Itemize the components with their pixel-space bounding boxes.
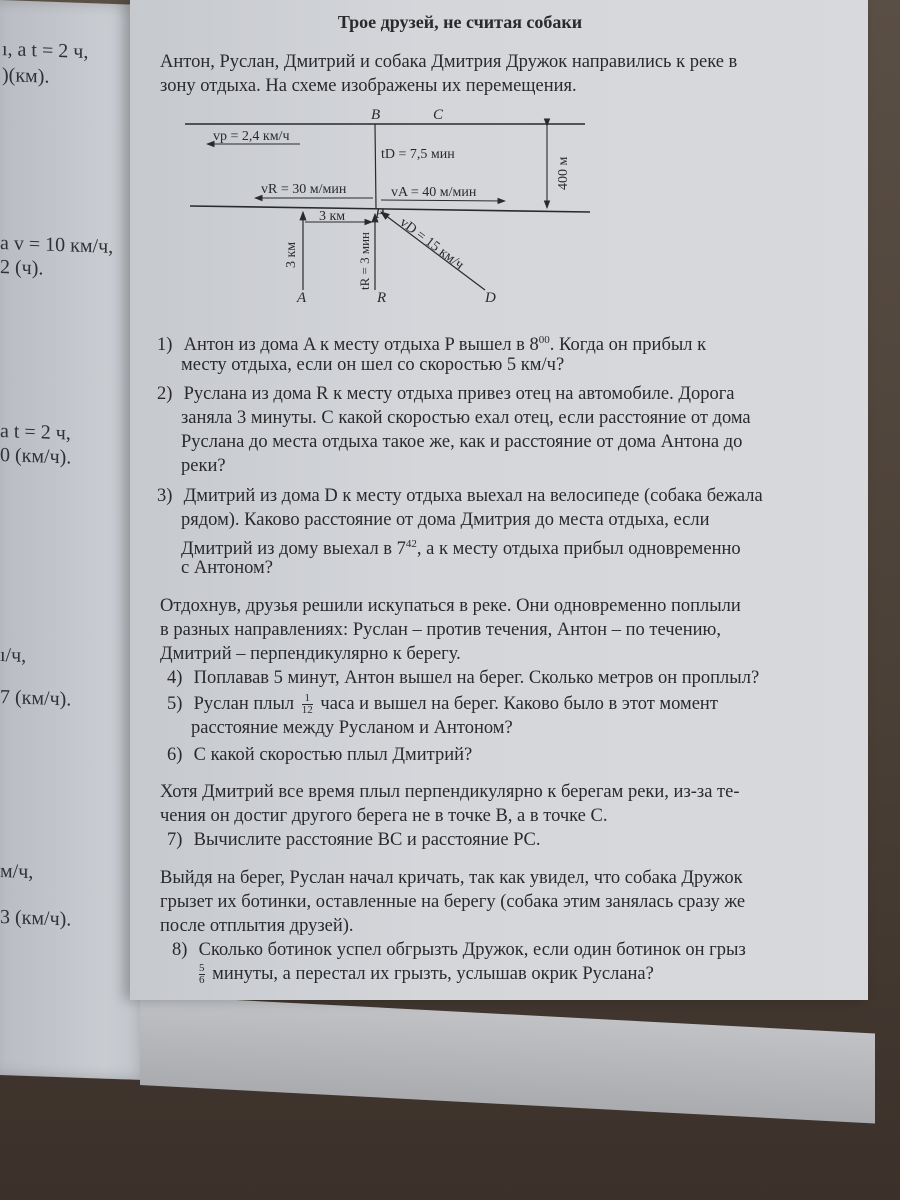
question-2 [157,382,735,407]
question-text: Сколько ботинок успел обгрызть Дружок, если один ботинок он грыз [198,940,746,960]
question-3 [157,484,763,509]
river-speed-label: vр = 2,4 км/ч [213,129,290,144]
question-text [196,962,654,987]
ruslan-time-label: tR = 3 мин [357,231,372,290]
paragraph-line: грызет их ботинки, оставленные на берегу (собака этим занялась сразу же [160,892,746,912]
question-number: 7) [167,830,183,850]
point-r-label: R [377,290,387,306]
ruslan-speed-label: vR = 30 м/мин [261,182,347,197]
left-line: ı/ч, [0,644,27,667]
question-text: реки? [181,456,226,476]
question-5 [167,692,718,717]
horizontal-3km-label: 3 км [319,209,346,224]
vertical-3km-label: 3 км [284,241,299,268]
time-superscript: 00 [538,334,550,346]
fraction [199,963,205,986]
question-4 [167,666,759,691]
paragraph-line: чения он достиг другого берега не в точке B, а в точке C. [160,806,608,826]
question-text: С какой скоростью плыл Дмитрий? [193,745,473,765]
dmitry-speed-label: vD = 15 км/ч [396,215,467,273]
page-edge [140,995,875,1124]
bottom-bank-line [190,206,590,212]
question-7 [167,828,540,853]
question-text: , а к месту отдыха прибыл одновременно [416,539,741,560]
question-text: расстояние между Русланом и Антоном? [191,718,513,738]
question-text: Руслана из дома R к месту отдыха привез отец на автомобиле. Дорога [183,384,735,404]
question-number: 4) [167,668,183,688]
paragraph-line: после отплытия друзей). [160,916,354,936]
paragraph-line: Хотя Дмитрий все время плыл перпендикулярно к берегам реки, из-за те- [160,782,740,802]
anton-arrow [381,200,505,201]
question-text: месту отдыха, если он шел со скоростью 5 км/ч? [181,355,565,375]
point-d-label: D [485,290,496,306]
point-p-label: P [375,206,385,222]
question-number: 2) [157,384,173,404]
question-text: Поплавав 5 минут, Антон вышел на берег. Сколько метров он проплыл? [193,668,760,688]
time-superscript: 42 [405,538,417,550]
left-line: a v = 10 км/ч, [0,232,114,258]
question-text: Дмитрий из дома D к месту отдыха выехал на велосипеде (собака бежала [183,486,763,506]
question-text: Вычислите расстояние BC и расстояние PC. [193,830,541,850]
fraction [302,693,313,716]
left-line: м/ч, [0,860,34,884]
question-number: 8) [172,940,188,960]
width-label: 400 м [556,156,571,190]
paragraph-line: Выйдя на берег, Руслан начал кричать, так как увидел, что собака Дружок [160,868,743,888]
left-page [0,0,150,1080]
question-text: Руслан плыл [193,694,295,714]
fraction-denominator: 12 [301,704,313,717]
question-number: 1) [157,335,173,356]
question-number: 6) [167,745,183,765]
question-text: Дмитрий из дому выехал в 7 [181,539,406,560]
left-line: 2 (ч). [0,256,44,280]
question-text: заняла 3 минуты. С какой скоростью ехал отец, если расстояние от дома [181,408,751,428]
question-number: 5) [167,694,183,714]
intro-line: зону отдыха. На схеме изображены их перемещения. [160,76,577,96]
question-number: 3) [157,486,173,506]
question-6 [167,743,472,768]
question-text: рядом). Каково расстояние от дома Дмитрия до места отдыха, если [181,510,710,530]
fraction-numerator: 5 [199,962,205,975]
paragraph-line: Отдохнув, друзья решили искупаться в реке. Они одновременно поплыли [160,596,741,616]
question-text: Руслана до места отдыха такое же, как и расстояние от дома Антона до [181,432,743,452]
question-text: с Антоном? [181,558,273,578]
question-text: Антон из дома A к месту отдыха P вышел в 8 [183,335,539,356]
dmitry-time-label: tD = 7,5 мин [381,147,455,162]
fraction-numerator: 1 [302,693,313,705]
point-c-label: C [433,107,444,123]
left-line: 0 (км/ч). [0,444,72,469]
paragraph-line: в разных направлениях: Руслан – против течения, Антон – по течению, [160,620,721,640]
question-text: минуты, а перестал их грызть, услышав окрик Руслана? [212,964,654,984]
question-text: . Когда он прибыл к [549,335,707,356]
movement-diagram [185,100,595,310]
question-8 [172,938,746,963]
fraction-denominator: 6 [199,974,205,987]
line-bp [375,124,376,208]
intro-line: Антон, Руслан, Дмитрий и собака Дмитрия Дружок направились к реке в [160,52,738,72]
question-text: часа и вышел на берег. Каково было в этот момент [320,694,718,714]
point-b-label: B [371,107,381,123]
left-line: a t = 2 ч, [0,420,71,445]
left-line: ı, a t = 2 ч, [2,38,89,64]
point-a-label: A [297,290,307,306]
left-line: 7 (км/ч). [0,686,72,711]
anton-speed-label: vA = 40 м/мин [391,185,477,200]
page-title: Трое друзей, не считая собаки [337,12,583,32]
left-line: )(км). [2,64,50,88]
left-line: 3 (км/ч). [0,906,72,931]
paragraph-line: Дмитрий – перпендикулярно к берегу. [160,644,461,664]
